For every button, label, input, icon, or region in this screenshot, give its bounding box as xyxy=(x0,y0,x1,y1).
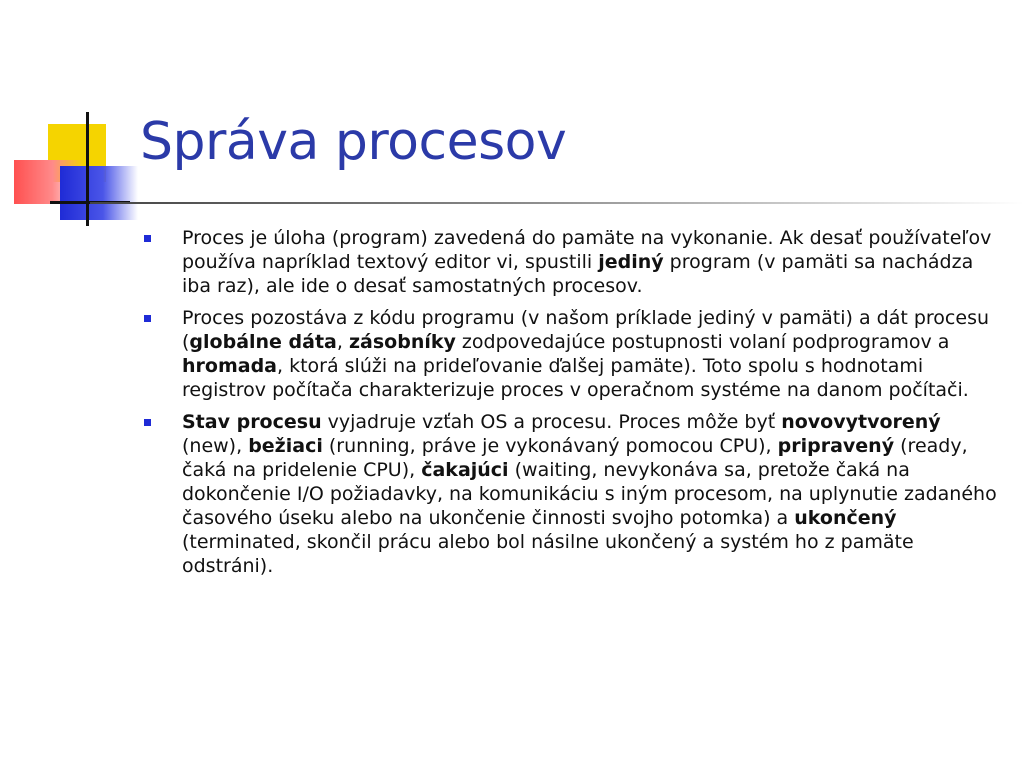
bullet-text-3-part-8: (ready, čaká na pridelenie CPU), xyxy=(182,435,968,481)
bullet-list xyxy=(144,226,1004,586)
bullet-text-3-bold-pripraveny: pripravený xyxy=(777,435,895,457)
bullet-text-2-part-7: , ktorá slúži na prideľovanie ďalšej pamäte). Toto spolu s hodnotami registrov počítača charakterizuje proces v operačnom systéme na danom počítači. xyxy=(182,355,969,401)
bullet-text-2-bold-zasobniky: zásobníky xyxy=(348,331,456,353)
square-bullet-icon xyxy=(144,419,151,426)
bullet-text-1-bold-jediny: jediný xyxy=(598,251,664,273)
bullet-text-1-part-3: program (v pamäti sa nachádza iba raz), ale ide o desať samostatných procesov. xyxy=(182,251,974,297)
square-bullet-icon xyxy=(144,235,151,242)
bullet-text-2-part-5: zodpovedajúce postupnosti volaní podprogramov a xyxy=(455,331,950,353)
bullet-text-3-part-4: (new), xyxy=(182,435,249,457)
bullet-text-2-part-1: Proces pozostáva z kódu programu (v našom príklade jediný v pamäti) a dát procesu ( xyxy=(182,307,990,353)
bullet-item-2 xyxy=(144,306,1004,402)
bullet-text-2-part-3: , xyxy=(336,331,349,353)
bullet-text-3-part-10: (waiting, nevykonáva sa, pretože čaká na dokončenie I/O požiadavky, na komunikáciu s iným procesom, na uplynutie zadaného časového úseku alebo na ukončenie činnosti svojho potomka) a xyxy=(182,459,997,529)
bullet-text-3-part-2: vyjadruje vzťah OS a procesu. Proces môže byť xyxy=(321,411,782,433)
bullet-text-3-bold-cakajuci: čakajúci xyxy=(421,459,509,481)
bullet-item-1 xyxy=(144,226,1004,298)
bullet-text-2-bold-hromada: hromada xyxy=(182,355,277,377)
title-underline xyxy=(90,202,1024,204)
bullet-text-3-part-12: (terminated, skončil prácu alebo bol násilne ukončený a systém ho z pamäte odstráni). xyxy=(182,531,914,577)
bullet-text-3-bold-ukonceny: ukončený xyxy=(794,507,897,529)
bullet-text-1-part-1: Proces je úloha (program) zavedená do pamäte na vykonanie. Ak desať používateľov používa napríklad textový editor vi, spustili xyxy=(182,227,992,273)
blue-square-decoration xyxy=(60,166,138,220)
bullet-text-3-part-6: (running, práve je vykonávaný pomocou CPU), xyxy=(322,435,778,457)
slide-title: Správa procesov xyxy=(140,112,567,172)
title-decoration xyxy=(0,0,140,240)
square-bullet-icon xyxy=(144,315,151,322)
bullet-item-3 xyxy=(144,410,1004,578)
vertical-line-decoration xyxy=(86,112,89,226)
bullet-text-3-bold-beziaci: bežiaci xyxy=(248,435,323,457)
bullet-text-3-bold-novovytvoreny: novovytvorený xyxy=(781,411,941,433)
bullet-text-2-bold-globalne-data: globálne dáta xyxy=(189,331,337,353)
bullet-text-3-bold-stav-procesu: Stav procesu xyxy=(182,411,322,433)
